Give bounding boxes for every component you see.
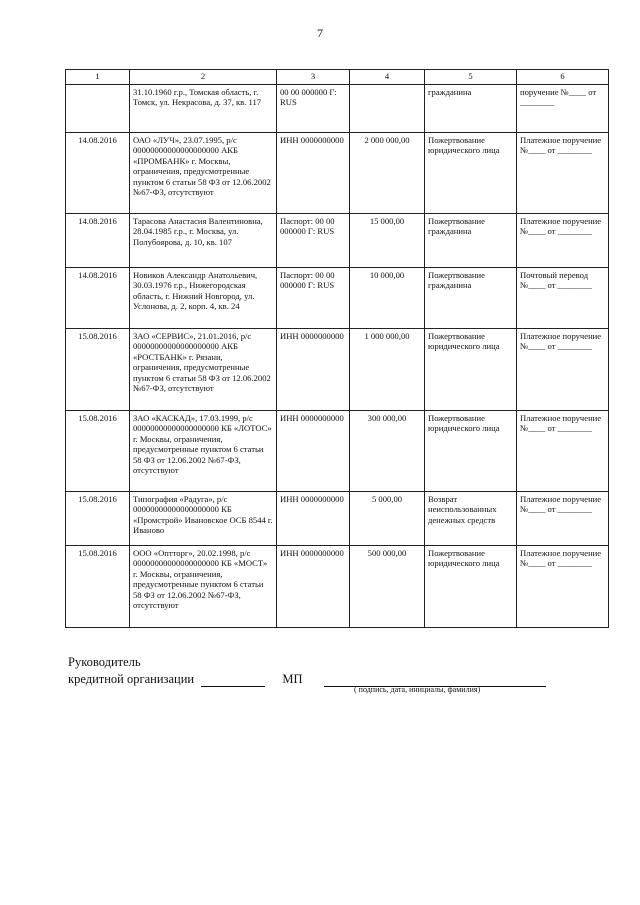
page-number: 7 xyxy=(317,26,323,40)
payer-cell: Типография «Радуга», р/с 00000000000000000000 КБ «Промстрой» Ивановское ОСБ 8544 г. Иваново xyxy=(130,492,277,546)
column-header: 4 xyxy=(350,70,425,85)
amount-cell: 10 000,00 xyxy=(350,268,425,329)
type-cell: Пожертвование юридического лица xyxy=(425,329,517,411)
date-cell: 15.08.2016 xyxy=(66,492,130,546)
table-row xyxy=(66,85,609,133)
document-cell: Платежное поручение №____ от ________ xyxy=(517,133,609,214)
table-row xyxy=(66,411,609,492)
column-header: 2 xyxy=(130,70,277,85)
payer-cell: ЗАО «КАСКАД», 17.03.1999, р/с 00000000000000000000 КБ «ЛОТОС» г. Москвы, ограничения, предусмотренные пунктом 6 статьи 58 ФЗ от 12.06.2002 №67-ФЗ, отсутствуют xyxy=(130,411,277,492)
id-cell: ИНН 0000000000 xyxy=(277,411,350,492)
amount-cell: 15 000,00 xyxy=(350,214,425,268)
payer-cell: ЗАО «СЕРВИС», 21.01.2016, р/с 00000000000000000000 АКБ «РОСТБАНК» г. Рязани, ограничения, предусмотренные пунктом 6 статьи 58 ФЗ от 12.06.2002 №67-ФЗ, отсутствуют xyxy=(130,329,277,411)
column-header: 3 xyxy=(277,70,350,85)
document-cell: Платежное поручение №____ от ________ xyxy=(517,492,609,546)
signature-caption: ( подпись, дата, инициалы, фамилия) xyxy=(354,685,481,694)
id-cell: ИНН 0000000000 xyxy=(277,133,350,214)
type-cell: Возврат неиспользованных денежных средств xyxy=(425,492,517,546)
id-cell: ИНН 0000000000 xyxy=(277,492,350,546)
payer-cell: 31.10.1960 г.р., Томская область, г. Томск, ул. Некрасова, д. 37, кв. 117 xyxy=(130,85,277,133)
date-cell: 14.08.2016 xyxy=(66,214,130,268)
payer-cell: Новиков Александр Анатольевич, 30.03.1976 г.р., Нижегородская область, г. Нижний Новгород, ул. Услонова, д. 2, корп. 4, кв. 24 xyxy=(130,268,277,329)
document-cell: Платежное поручение №____ от ________ xyxy=(517,329,609,411)
id-cell: Паспорт: 00 00 000000 Г: RUS xyxy=(277,214,350,268)
table-row xyxy=(66,546,609,628)
type-cell: Пожертвование юридического лица xyxy=(425,546,517,628)
table-row xyxy=(66,133,609,214)
date-cell: 15.08.2016 xyxy=(66,329,130,411)
signature-title-line1: Руководитель xyxy=(68,655,141,669)
amount-cell: 500 000,00 xyxy=(350,546,425,628)
amount-cell xyxy=(350,85,425,133)
document-cell: поручение №____ от ________ xyxy=(517,85,609,133)
signature-blank xyxy=(201,686,265,687)
type-cell: гражданина xyxy=(425,85,517,133)
id-cell: ИНН 0000000000 xyxy=(277,329,350,411)
id-cell: 00 00 000000 Г: RUS xyxy=(277,85,350,133)
amount-cell: 300 000,00 xyxy=(350,411,425,492)
amount-cell: 1 000 000,00 xyxy=(350,329,425,411)
document-cell: Платежное поручение №____ от ________ xyxy=(517,546,609,628)
date-cell: 14.08.2016 xyxy=(66,268,130,329)
payer-cell: Тарасова Анастасия Валентиновна, 28.04.1985 г.р., г. Москва, ул. Полубоярова, д. 10, кв. 107 xyxy=(130,214,277,268)
type-cell: Пожертвование гражданина xyxy=(425,214,517,268)
table-row xyxy=(66,268,609,329)
stamp-label: МП xyxy=(282,672,303,686)
column-header: 6 xyxy=(517,70,609,85)
payer-cell: ООО «Оптторг», 20.02.1998, р/с 00000000000000000000 КБ «МОСТ» г. Москвы, ограничения, предусмотренные пунктом 6 статьи 58 ФЗ от 12.06.2002 №67-ФЗ, отсутствуют xyxy=(130,546,277,628)
document-cell: Почтовый перевод №____ от ________ xyxy=(517,268,609,329)
date-cell: 15.08.2016 xyxy=(66,546,130,628)
date-cell xyxy=(66,85,130,133)
column-header: 1 xyxy=(66,70,130,85)
type-cell: Пожертвование юридического лица xyxy=(425,411,517,492)
signature-title-text: кредитной организации xyxy=(68,672,195,686)
type-cell: Пожертвование гражданина xyxy=(425,268,517,329)
table-row xyxy=(66,492,609,546)
id-cell: ИНН 0000000000 xyxy=(277,546,350,628)
type-cell: Пожертвование юридического лица xyxy=(425,133,517,214)
payer-cell: ОАО «ЛУЧ», 23.07.1995, р/с 00000000000000000000 АКБ «ПРОМБАНК» г. Москвы, ограничения, предусмотренные пунктом 6 статьи 58 ФЗ от 12.06.2002 №67-ФЗ, отсутствуют xyxy=(130,133,277,214)
id-cell: Паспорт: 00 00 000000 Г: RUS xyxy=(277,268,350,329)
column-header: 5 xyxy=(425,70,517,85)
payments-table xyxy=(65,69,609,628)
table-row xyxy=(66,214,609,268)
table-row xyxy=(66,329,609,411)
date-cell: 14.08.2016 xyxy=(66,133,130,214)
amount-cell: 5 000,00 xyxy=(350,492,425,546)
table-header-row xyxy=(66,70,609,85)
date-cell: 15.08.2016 xyxy=(66,411,130,492)
document-cell: Платежное поручение №____ от ________ xyxy=(517,411,609,492)
document-cell: Платежное поручение №____ от ________ xyxy=(517,214,609,268)
amount-cell: 2 000 000,00 xyxy=(350,133,425,214)
